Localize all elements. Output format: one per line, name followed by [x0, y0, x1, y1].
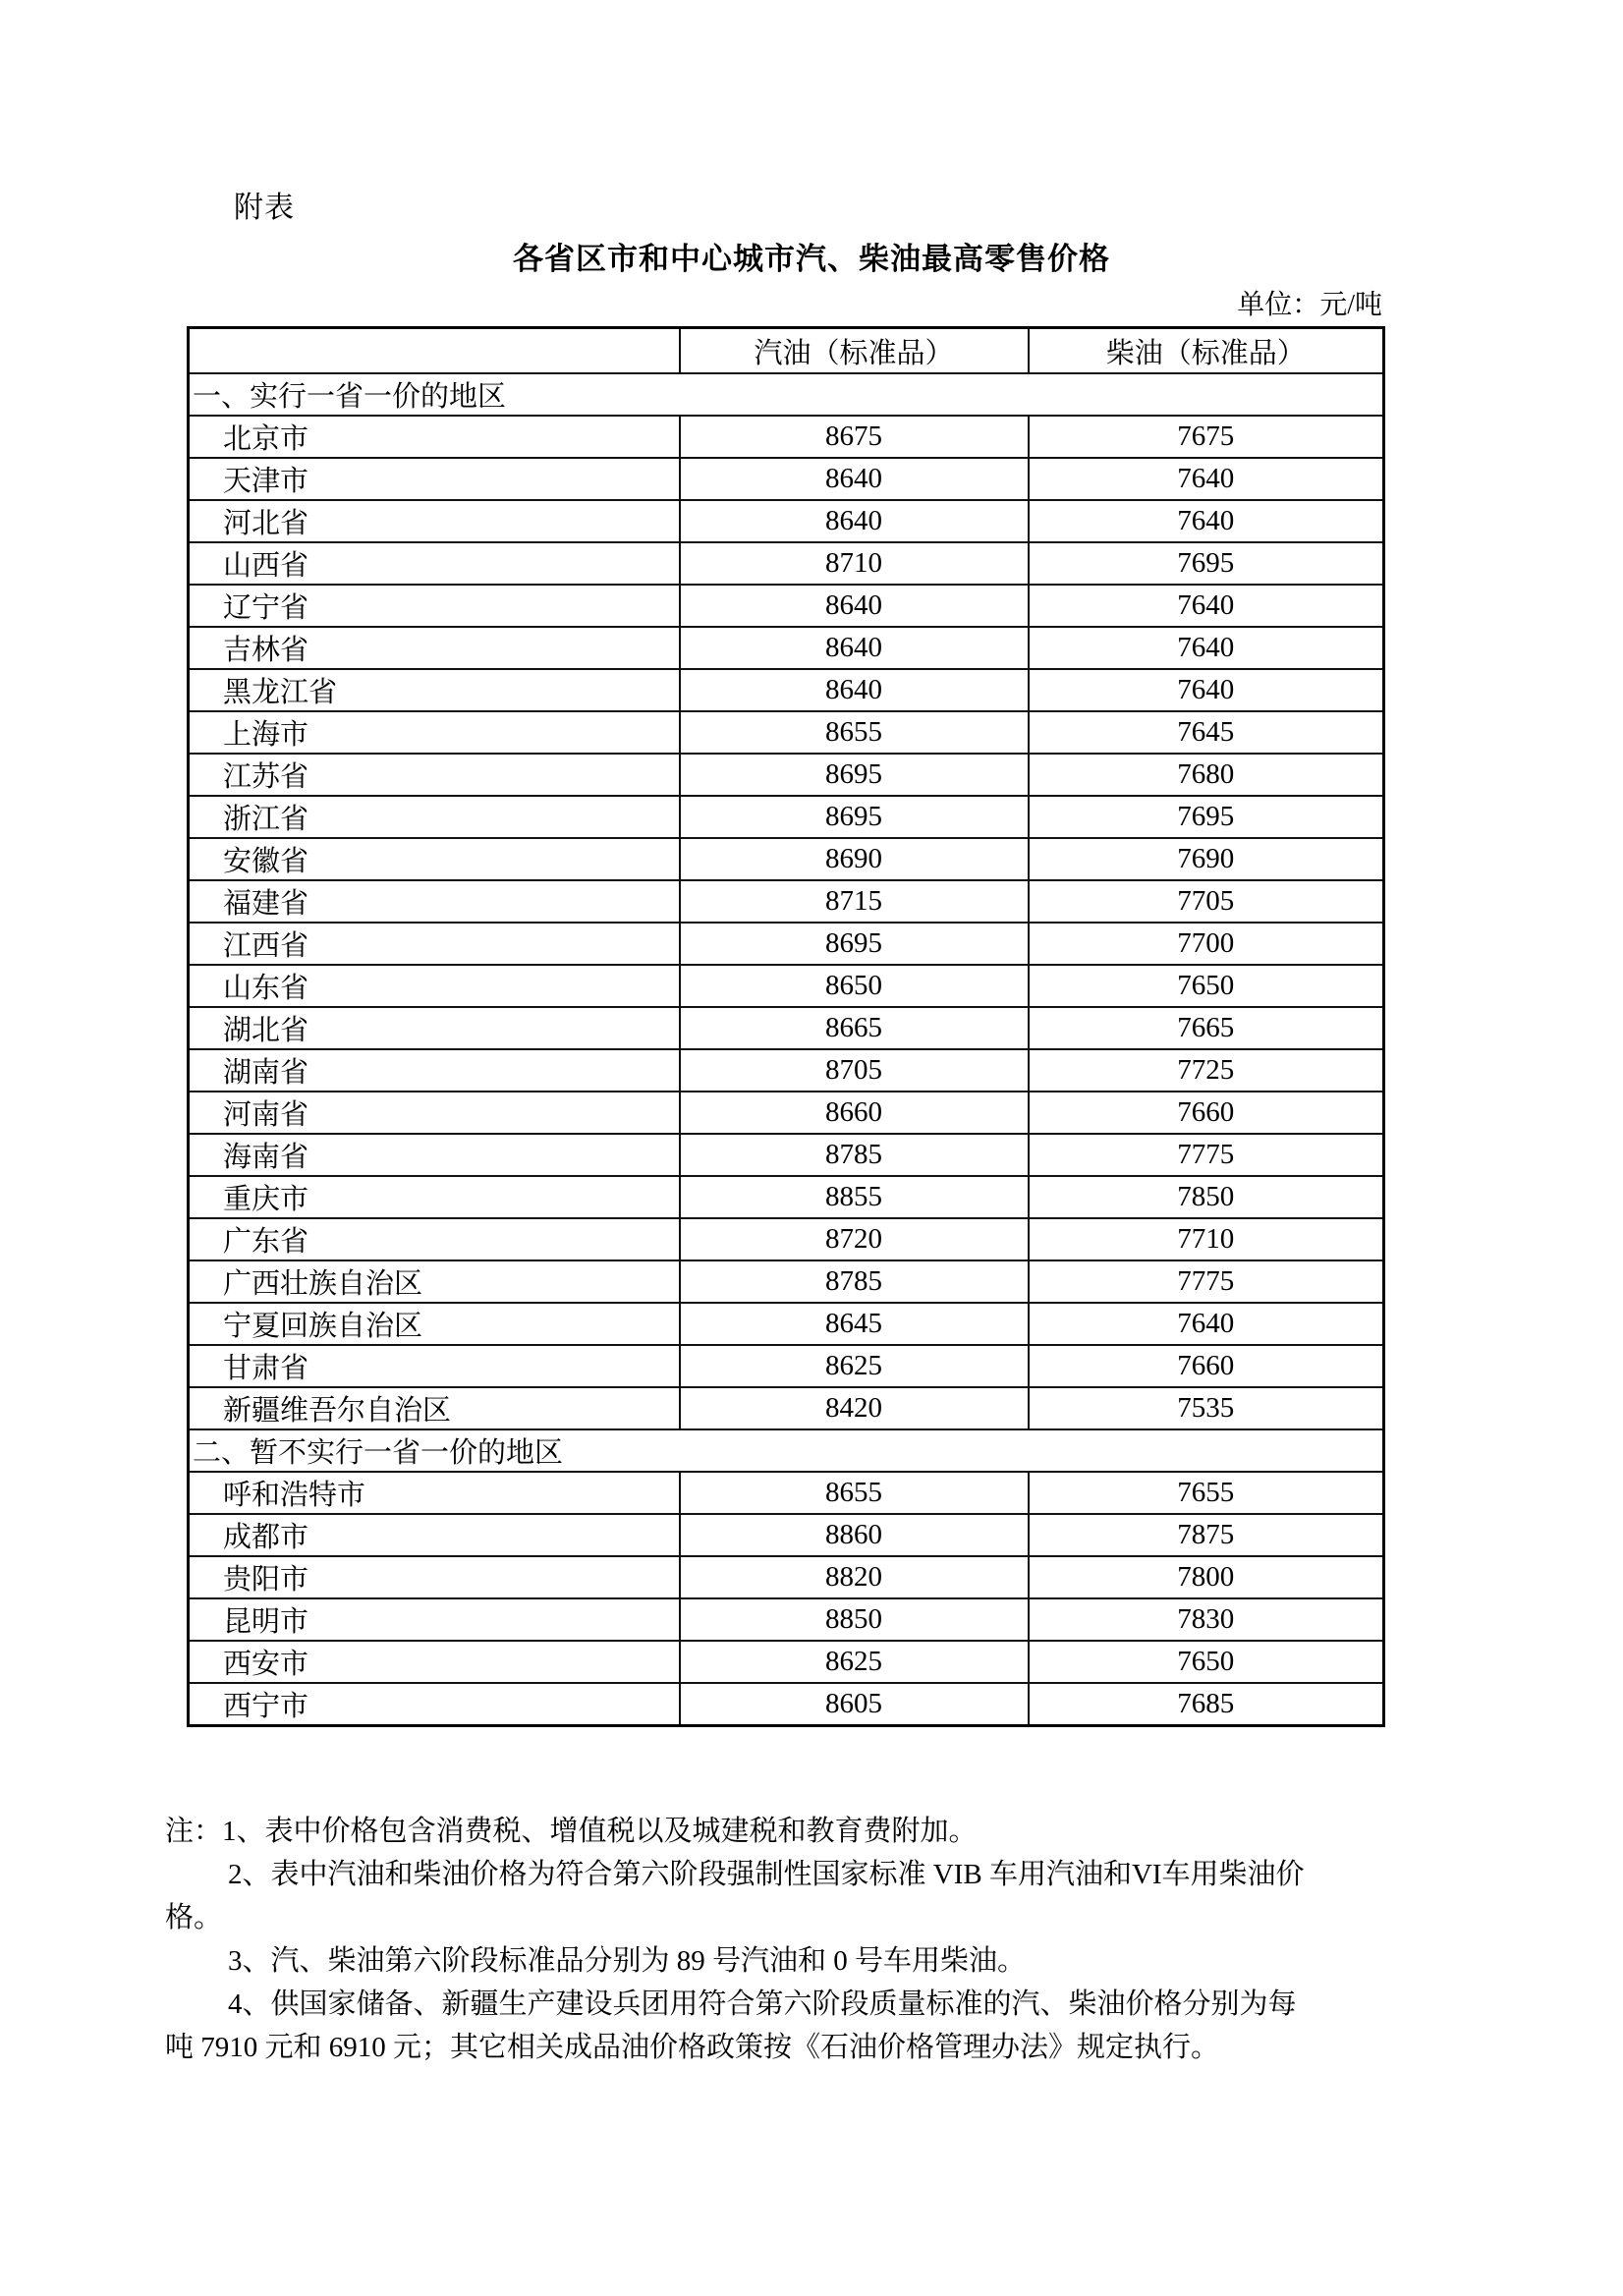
- gasoline-price: 8820: [680, 1556, 1029, 1598]
- region-name: 上海市: [189, 711, 680, 754]
- diesel-price: 7675: [1029, 416, 1384, 458]
- diesel-price: 7640: [1029, 458, 1384, 500]
- gasoline-price: 8660: [680, 1092, 1029, 1134]
- region-name: 广东省: [189, 1218, 680, 1260]
- diesel-price: 7640: [1029, 669, 1384, 711]
- region-name: 河南省: [189, 1092, 680, 1134]
- note-line: 3、汽、柴油第六阶段标准品分别为 89 号汽油和 0 号车用柴油。: [228, 1945, 1027, 1977]
- price-row: [189, 1472, 1384, 1514]
- diesel-price: 7640: [1029, 500, 1384, 542]
- price-row: [189, 1641, 1384, 1683]
- diesel-price: 7695: [1029, 542, 1384, 585]
- gasoline-price: 8625: [680, 1345, 1029, 1387]
- price-row: [189, 838, 1384, 880]
- gasoline-price: 8855: [680, 1176, 1029, 1218]
- region-name: 甘肃省: [189, 1345, 680, 1387]
- gasoline-price: 8605: [680, 1683, 1029, 1726]
- gasoline-price: 8690: [680, 838, 1029, 880]
- gasoline-price: 8655: [680, 1472, 1029, 1514]
- region-name: 新疆维吾尔自治区: [189, 1387, 680, 1429]
- region-name: 浙江省: [189, 796, 680, 838]
- region-name: 江苏省: [189, 754, 680, 796]
- diesel-price: 7665: [1029, 1007, 1384, 1049]
- gasoline-price: 8695: [680, 796, 1029, 838]
- region-name: 西安市: [189, 1641, 680, 1683]
- region-name: 西宁市: [189, 1683, 680, 1726]
- price-row: [189, 965, 1384, 1007]
- price-row: [189, 416, 1384, 458]
- price-row: [189, 1387, 1384, 1429]
- gasoline-price: 8720: [680, 1218, 1029, 1260]
- note-line: 2、表中汽油和柴油价格为符合第六阶段强制性国家标准 VIB 车用汽油和VI车用柴油价: [228, 1859, 1305, 1890]
- gasoline-price: 8640: [680, 458, 1029, 500]
- region-name: 湖南省: [189, 1049, 680, 1092]
- price-row: [189, 1049, 1384, 1092]
- price-table-body: [189, 373, 1384, 1726]
- diesel-price: 7650: [1029, 965, 1384, 1007]
- price-table: [187, 326, 1385, 1727]
- diesel-price: 7830: [1029, 1598, 1384, 1641]
- region-name: 北京市: [189, 416, 680, 458]
- gasoline-price: 8785: [680, 1260, 1029, 1303]
- price-row: [189, 585, 1384, 627]
- diesel-price: 7690: [1029, 838, 1384, 880]
- region-name: 山东省: [189, 965, 680, 1007]
- page-title: 各省区市和中心城市汽、柴油最高零售价格: [513, 242, 1110, 276]
- gasoline-price: 8640: [680, 500, 1029, 542]
- section-header: 一、实行一省一价的地区: [189, 373, 1384, 416]
- region-name: 山西省: [189, 542, 680, 585]
- gasoline-price: 8655: [680, 711, 1029, 754]
- diesel-price: 7850: [1029, 1176, 1384, 1218]
- price-row: [189, 627, 1384, 669]
- unit-label: 单位：元/吨: [1237, 290, 1382, 320]
- region-name: 福建省: [189, 880, 680, 923]
- diesel-price: 7775: [1029, 1134, 1384, 1176]
- section-header-row: [189, 1429, 1384, 1472]
- price-row: [189, 923, 1384, 965]
- price-row: [189, 1007, 1384, 1049]
- appendix-label: 附表: [234, 192, 295, 224]
- col-header-gasoline: 汽油（标准品）: [680, 328, 1029, 374]
- gasoline-price: 8640: [680, 585, 1029, 627]
- region-name: 宁夏回族自治区: [189, 1303, 680, 1345]
- price-row: [189, 1598, 1384, 1641]
- section-header: 二、暂不实行一省一价的地区: [189, 1429, 1384, 1472]
- region-name: 吉林省: [189, 627, 680, 669]
- diesel-price: 7800: [1029, 1556, 1384, 1598]
- gasoline-price: 8665: [680, 1007, 1029, 1049]
- price-row: [189, 880, 1384, 923]
- diesel-price: 7700: [1029, 923, 1384, 965]
- diesel-price: 7650: [1029, 1641, 1384, 1683]
- diesel-price: 7875: [1029, 1514, 1384, 1556]
- price-row: [189, 1683, 1384, 1726]
- gasoline-price: 8675: [680, 416, 1029, 458]
- price-row: [189, 1345, 1384, 1387]
- note-line: 4、供国家储备、新疆生产建设兵团用符合第六阶段质量标准的汽、柴油价格分别为每: [228, 1988, 1297, 2020]
- note-line: 格。: [165, 1902, 223, 1933]
- region-name: 安徽省: [189, 838, 680, 880]
- gasoline-price: 8710: [680, 542, 1029, 585]
- gasoline-price: 8625: [680, 1641, 1029, 1683]
- col-header-region: [189, 328, 680, 374]
- diesel-price: 7660: [1029, 1345, 1384, 1387]
- region-name: 昆明市: [189, 1598, 680, 1641]
- notes: [165, 1810, 1482, 2069]
- col-header-diesel: 柴油（标准品）: [1029, 328, 1384, 374]
- gasoline-price: 8695: [680, 923, 1029, 965]
- region-name: 湖北省: [189, 1007, 680, 1049]
- price-row: [189, 1556, 1384, 1598]
- diesel-price: 7725: [1029, 1049, 1384, 1092]
- gasoline-price: 8420: [680, 1387, 1029, 1429]
- region-name: 海南省: [189, 1134, 680, 1176]
- header-row: [189, 328, 1384, 374]
- gasoline-price: 8715: [680, 880, 1029, 923]
- region-name: 重庆市: [189, 1176, 680, 1218]
- price-row: [189, 542, 1384, 585]
- region-name: 河北省: [189, 500, 680, 542]
- price-row: [189, 1134, 1384, 1176]
- diesel-price: 7645: [1029, 711, 1384, 754]
- price-table-header: [189, 328, 1384, 374]
- price-row: [189, 1218, 1384, 1260]
- price-row: [189, 500, 1384, 542]
- diesel-price: 7695: [1029, 796, 1384, 838]
- diesel-price: 7660: [1029, 1092, 1384, 1134]
- region-name: 广西壮族自治区: [189, 1260, 680, 1303]
- diesel-price: 7640: [1029, 627, 1384, 669]
- diesel-price: 7535: [1029, 1387, 1384, 1429]
- region-name: 成都市: [189, 1514, 680, 1556]
- region-name: 天津市: [189, 458, 680, 500]
- region-name: 黑龙江省: [189, 669, 680, 711]
- diesel-price: 7655: [1029, 1472, 1384, 1514]
- gasoline-price: 8705: [680, 1049, 1029, 1092]
- diesel-price: 7775: [1029, 1260, 1384, 1303]
- price-row: [189, 754, 1384, 796]
- region-name: 呼和浩特市: [189, 1472, 680, 1514]
- gasoline-price: 8785: [680, 1134, 1029, 1176]
- region-name: 江西省: [189, 923, 680, 965]
- price-row: [189, 1260, 1384, 1303]
- price-row: [189, 1176, 1384, 1218]
- note-line: 吨 7910 元和 6910 元；其它相关成品油价格政策按《石油价格管理办法》规定执行。: [165, 2032, 1220, 2063]
- diesel-price: 7640: [1029, 585, 1384, 627]
- price-row: [189, 1514, 1384, 1556]
- gasoline-price: 8650: [680, 965, 1029, 1007]
- gasoline-price: 8860: [680, 1514, 1029, 1556]
- gasoline-price: 8850: [680, 1598, 1029, 1641]
- price-row: [189, 1303, 1384, 1345]
- price-row: [189, 796, 1384, 838]
- price-row: [189, 711, 1384, 754]
- diesel-price: 7680: [1029, 754, 1384, 796]
- price-row: [189, 1092, 1384, 1134]
- region-name: 贵阳市: [189, 1556, 680, 1598]
- gasoline-price: 8640: [680, 627, 1029, 669]
- section-header-row: [189, 373, 1384, 416]
- diesel-price: 7685: [1029, 1683, 1384, 1726]
- diesel-price: 7705: [1029, 880, 1384, 923]
- price-row: [189, 458, 1384, 500]
- diesel-price: 7710: [1029, 1218, 1384, 1260]
- gasoline-price: 8695: [680, 754, 1029, 796]
- diesel-price: 7640: [1029, 1303, 1384, 1345]
- region-name: 辽宁省: [189, 585, 680, 627]
- note-line: 注：1、表中价格包含消费税、增值税以及城建税和教育费附加。: [165, 1816, 978, 1847]
- gasoline-price: 8645: [680, 1303, 1029, 1345]
- price-row: [189, 669, 1384, 711]
- gasoline-price: 8640: [680, 669, 1029, 711]
